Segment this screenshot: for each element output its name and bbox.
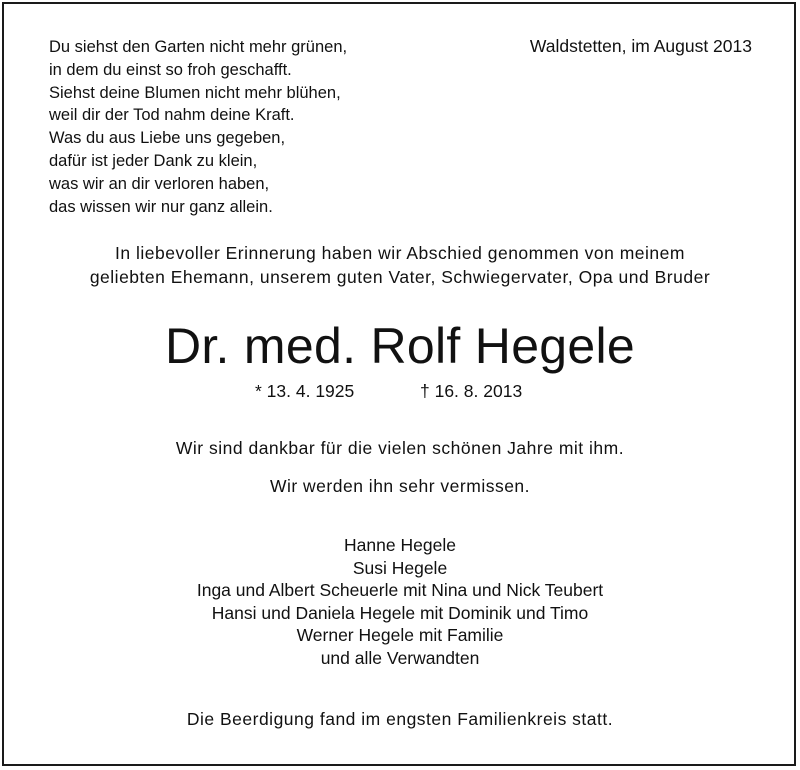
intro-line: geliebten Ehemann, unserem guten Vater, Schwiegervater, Opa und Bruder: [89, 267, 711, 287]
mourner-entry: Hanne Hegele: [344, 535, 456, 555]
poem-line: Siehst deine Blumen nicht mehr blühen,: [49, 83, 341, 102]
birth-date: * 13. 4. 1925: [255, 381, 355, 401]
miss-line: Wir werden ihn sehr vermissen.: [269, 476, 531, 496]
poem-line: Was du aus Liebe uns gegeben,: [49, 129, 286, 148]
poem-line: Du siehst den Garten nicht mehr grünen,: [49, 38, 348, 56]
mourner-entry: Werner Hegele mit Familie: [296, 625, 504, 646]
deceased-name: Dr. med. Rolf Hegele: [164, 318, 636, 374]
death-date: † 16. 8. 2013: [420, 381, 523, 401]
mourner-entry: und alle Verwandten: [320, 647, 480, 668]
poem-line: in dem du einst so froh geschafft.: [49, 60, 292, 79]
place-date: Waldstetten, im August 2013: [529, 36, 752, 56]
poem-line: weil dir der Tod nahm deine Kraft.: [49, 106, 295, 125]
mourner-entry: Susi Hegele: [352, 557, 448, 578]
poem-line: das wissen wir nur ganz allein.: [49, 197, 273, 216]
intro-line: In liebevoller Erinnerung haben wir Abschied genommen von meinem: [115, 243, 685, 263]
poem: [49, 36, 347, 218]
poem-line: was wir an dir verloren haben,: [49, 174, 270, 193]
mourners-list: [0, 534, 800, 670]
thanks-line: Wir sind dankbar für die vielen schönen Jahre mit ihm.: [175, 438, 625, 458]
funeral-note: Die Beerdigung fand im engsten Familienkreis statt.: [186, 709, 614, 729]
mourner-entry: Inga und Albert Scheuerle mit Nina und Nick Teubert: [196, 580, 604, 601]
intro-text: [0, 241, 800, 289]
mourner-entry: Hansi und Daniela Hegele mit Dominik und Timo: [211, 602, 589, 623]
poem-line: dafür ist jeder Dank zu klein,: [49, 151, 258, 170]
